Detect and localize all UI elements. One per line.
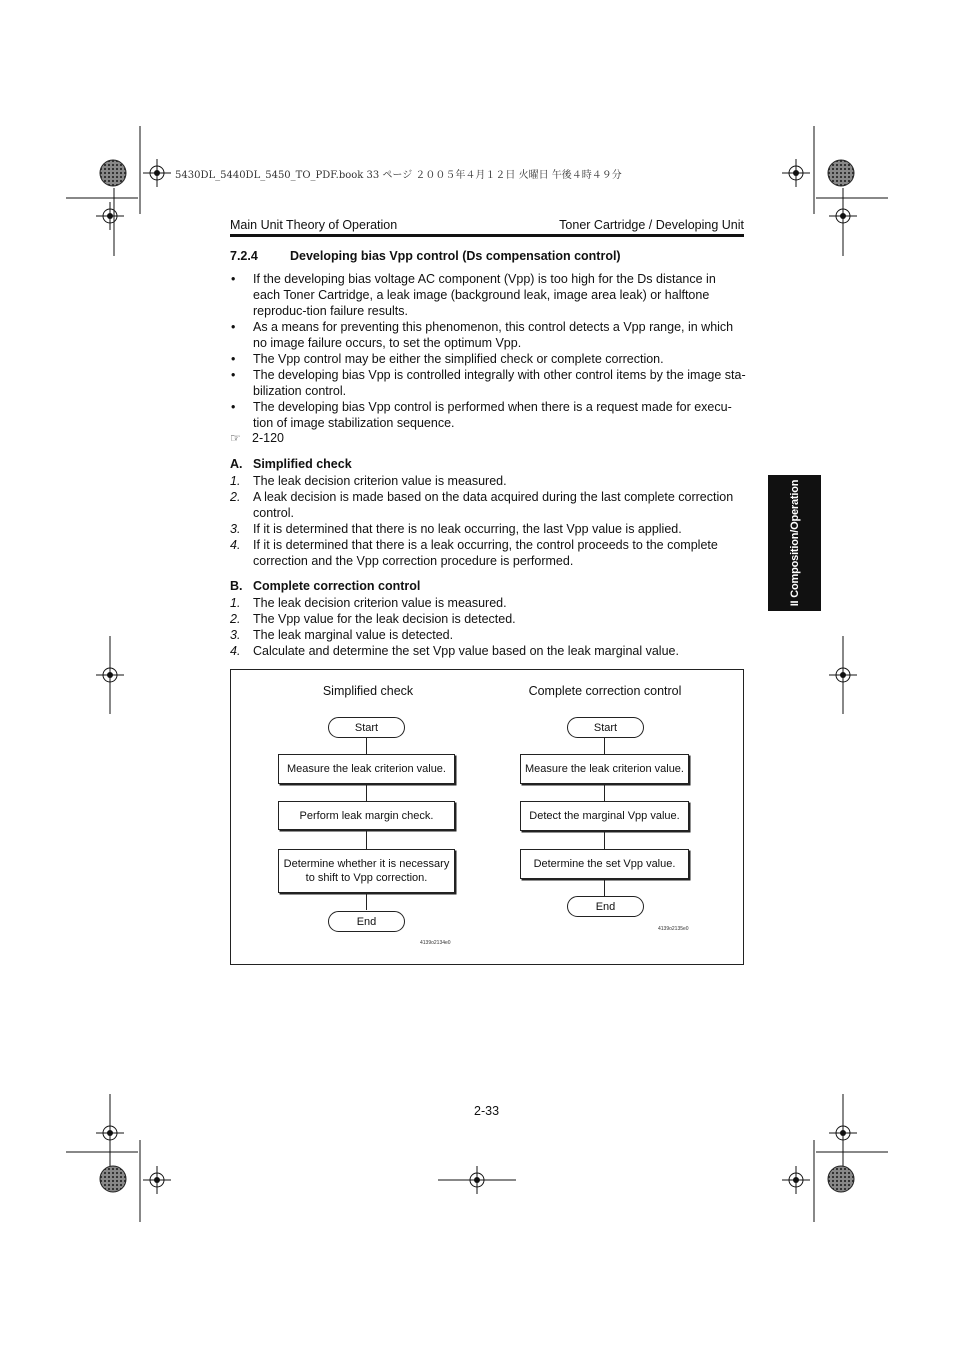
list-item bbox=[230, 489, 746, 521]
right-step-detect-marginal: Detect the marginal Vpp value. bbox=[520, 801, 689, 831]
item-text: The leak decision criterion value is measured. bbox=[253, 596, 507, 610]
bullet-text: The Vpp control may be either the simplified check or complete correction. bbox=[253, 352, 664, 366]
left-step-measure: Measure the leak criterion value. bbox=[278, 754, 455, 784]
item-number: 3. bbox=[230, 628, 241, 642]
flowchart-figure bbox=[230, 669, 744, 965]
subsection-title: Complete correction control bbox=[253, 579, 421, 593]
bullet-item bbox=[230, 351, 746, 367]
subsection-title: Simplified check bbox=[253, 457, 352, 471]
section-title: Developing bias Vpp control (Ds compensation control) bbox=[290, 249, 621, 263]
item-number: 4. bbox=[230, 644, 241, 658]
left-figure-code: 4139o2134e0 bbox=[420, 940, 451, 946]
item-number: 2. bbox=[230, 612, 241, 626]
item-text: If it is determined that there is a leak occurring, the control proceeds to the complete correction and the Vpp correction procedure is performed. bbox=[253, 538, 718, 568]
bullet-marker: • bbox=[231, 320, 236, 334]
section-number: 7.2.4 bbox=[230, 249, 258, 263]
item-text: If it is determined that there is no leak occurring, the last Vpp value is applied. bbox=[253, 522, 682, 536]
print-info-line: 5430DL_5440DL_5450_TO_PDF.book 33 ページ ２００５年４月１２日 火曜日 午後４時４９分 bbox=[175, 170, 622, 181]
item-number: 1. bbox=[230, 596, 241, 610]
bullet-marker: • bbox=[231, 272, 236, 286]
item-number: 1. bbox=[230, 474, 241, 488]
list-item bbox=[230, 473, 746, 489]
right-flow-title: Complete correction control bbox=[528, 684, 682, 698]
item-text: The leak marginal value is detected. bbox=[253, 628, 454, 642]
subsection-label: B. bbox=[230, 579, 243, 593]
left-start-node: Start bbox=[328, 717, 405, 738]
right-start-node: Start bbox=[567, 717, 644, 738]
bullet-marker: • bbox=[231, 400, 236, 414]
item-text: The Vpp value for the leak decision is detected. bbox=[253, 612, 516, 626]
left-step-determine: Determine whether it is necessary to shift to Vpp correction. bbox=[278, 849, 455, 893]
item-text: A leak decision is made based on the data acquired during the last complete correction control. bbox=[253, 490, 734, 520]
bullet-list bbox=[230, 271, 746, 431]
list-item bbox=[230, 627, 746, 643]
list-item bbox=[230, 537, 746, 569]
reference-page: 2-120 bbox=[252, 431, 284, 445]
bullet-item bbox=[230, 367, 746, 399]
running-header-left: Main Unit Theory of Operation bbox=[230, 218, 398, 232]
bullet-marker: • bbox=[231, 352, 236, 366]
subsection-b-heading bbox=[230, 579, 420, 593]
bullet-text: The developing bias Vpp control is performed when there is a request made for execu-tion of image stabilization sequence. bbox=[253, 400, 732, 430]
complete-correction-steps bbox=[230, 595, 746, 659]
bullet-item bbox=[230, 399, 746, 431]
subsection-label: A. bbox=[230, 457, 243, 471]
bullet-marker: • bbox=[231, 368, 236, 382]
bullet-text: If the developing bias voltage AC component (Vpp) is too high for the Ds distance in each Toner Cartridge, a leak image (background leak, image area leak) or halftone reproduc-tion failure results. bbox=[253, 272, 716, 318]
item-number: 3. bbox=[230, 522, 241, 536]
item-text: The leak decision criterion value is measured. bbox=[253, 474, 507, 488]
bullet-item bbox=[230, 271, 746, 319]
chapter-side-tab bbox=[768, 475, 821, 611]
bullet-item bbox=[230, 319, 746, 351]
list-item bbox=[230, 595, 746, 611]
item-number: 4. bbox=[230, 538, 241, 552]
pointing-hand-icon: ☞ bbox=[230, 431, 241, 445]
page-reference[interactable] bbox=[230, 431, 284, 445]
simplified-check-steps bbox=[230, 473, 746, 569]
list-item bbox=[230, 643, 746, 659]
header-rule bbox=[230, 234, 744, 237]
left-end-node: End bbox=[328, 911, 405, 932]
side-tab-label: II Composition/Operation bbox=[788, 479, 801, 607]
subsection-a-heading bbox=[230, 457, 352, 471]
list-item bbox=[230, 521, 746, 537]
right-figure-code: 4139o2135e0 bbox=[658, 926, 689, 932]
item-number: 2. bbox=[230, 490, 241, 504]
item-text: Calculate and determine the set Vpp value based on the leak marginal value. bbox=[253, 644, 679, 658]
left-step-margin-check: Perform leak margin check. bbox=[278, 801, 455, 830]
list-item bbox=[230, 611, 746, 627]
right-end-node: End bbox=[567, 896, 644, 917]
right-step-set-vpp: Determine the set Vpp value. bbox=[520, 849, 689, 879]
bullet-text: The developing bias Vpp is controlled integrally with other control items by the image sta-bilization control. bbox=[253, 368, 746, 398]
running-header-right: Toner Cartridge / Developing Unit bbox=[559, 218, 744, 232]
bullet-text: As a means for preventing this phenomenon, this control detects a Vpp range, in which no image failure occurs, to set the optimum Vpp. bbox=[253, 320, 734, 350]
right-step-measure: Measure the leak criterion value. bbox=[520, 754, 689, 784]
left-flow-title: Simplified check bbox=[322, 684, 414, 698]
section-heading bbox=[230, 249, 621, 263]
page-number: 2-33 bbox=[474, 1104, 500, 1118]
